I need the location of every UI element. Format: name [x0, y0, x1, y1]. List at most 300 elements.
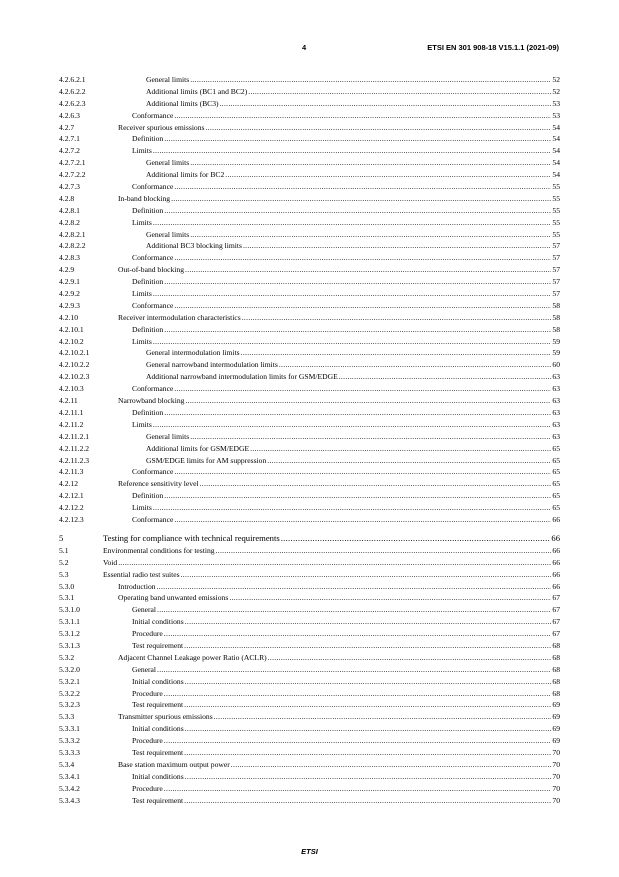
- toc-entry-page: 69: [552, 736, 560, 746]
- toc-entry-number: 4.2.7.1: [59, 134, 80, 144]
- toc-entry-title: Additional BC3 blocking limits: [146, 241, 242, 251]
- toc-dot-leader: [164, 324, 551, 336]
- toc-entry[interactable]: [59, 133, 560, 145]
- toc-entry-number: 4.2.9.1: [59, 277, 80, 287]
- toc-dot-leader: [164, 276, 551, 288]
- toc-entry-number: 5.3.1.1: [59, 617, 80, 627]
- toc-dot-leader: [225, 169, 551, 181]
- toc-dot-leader: [190, 74, 551, 86]
- toc-entry-title: Environmental conditions for testing: [103, 545, 215, 555]
- toc-entry-title: Definition: [132, 491, 164, 501]
- toc-dot-leader: [153, 217, 552, 229]
- toc-entry-page: 69: [552, 712, 560, 722]
- toc-dot-leader: [185, 723, 552, 735]
- toc-entry-number: 4.2.6.2.3: [59, 98, 86, 108]
- toc-entry-number: 4.2.10: [59, 312, 78, 322]
- toc-entry[interactable]: [59, 74, 560, 86]
- toc-entry[interactable]: [59, 300, 560, 312]
- toc-entry[interactable]: [59, 490, 560, 502]
- toc-dot-leader: [153, 288, 552, 300]
- toc-entry[interactable]: [59, 431, 560, 443]
- toc-dot-leader: [220, 98, 552, 110]
- toc-entry[interactable]: [59, 264, 560, 276]
- toc-entry-number: 5: [59, 532, 64, 543]
- toc-entry-title: Procedure: [132, 688, 163, 698]
- toc-entry-title: Additional narrowband intermodulation limits for GSM/EDGE: [146, 372, 338, 382]
- toc-entry-page: 55: [552, 193, 560, 203]
- toc-dot-leader: [184, 747, 551, 759]
- toc-dot-leader: [185, 676, 552, 688]
- toc-entry-title: Initial conditions: [132, 617, 184, 627]
- toc-entry-page: 52: [552, 75, 560, 84]
- toc-entry[interactable]: [59, 795, 560, 807]
- toc-dot-leader: [174, 514, 551, 526]
- toc-entry-number: 4.2.11.1: [59, 407, 84, 417]
- toc-entry-page: 70: [552, 747, 560, 757]
- toc-entry-number: 4.2.12.1: [59, 491, 84, 501]
- toc-entry-title: Definition: [132, 205, 164, 215]
- toc-dot-leader: [181, 569, 552, 581]
- toc-entry-title: Receiver intermodulation characteristics: [118, 312, 241, 322]
- toc-dot-leader: [185, 264, 551, 276]
- toc-entry-title: Additional limits (BC1 and BC2): [146, 86, 248, 96]
- toc-entry-title: General limits: [146, 75, 190, 84]
- toc-entry-number: 5.3.4.3: [59, 795, 80, 805]
- toc-entry-page: 53: [552, 110, 560, 120]
- toc-entry-number: 4.2.6.3: [59, 110, 80, 120]
- toc-entry-title: Introduction: [118, 581, 156, 591]
- toc-entry[interactable]: [59, 205, 560, 217]
- toc-entry-title: Procedure: [132, 736, 163, 746]
- toc-entry-page: 67: [552, 629, 560, 639]
- toc-entry-page: 65: [552, 503, 560, 513]
- toc-entry[interactable]: [59, 478, 560, 490]
- toc-dot-leader: [250, 443, 551, 455]
- toc-entry-number: 4.2.8: [59, 193, 75, 203]
- toc-entry-page: 65: [552, 467, 560, 477]
- toc-entry-number: 4.2.8.2.2: [59, 241, 86, 251]
- toc-entry-page: 63: [552, 407, 560, 417]
- toc-entry-page: 68: [552, 688, 560, 698]
- toc-entry-title: Out-of-band blocking: [118, 265, 185, 275]
- toc-dot-leader: [184, 640, 551, 652]
- toc-entry-number: 5.3.3.2: [59, 736, 80, 746]
- toc-entry[interactable]: [59, 652, 560, 664]
- toc-entry[interactable]: [59, 569, 560, 581]
- toc-entry-number: 5.3.2.2: [59, 688, 80, 698]
- toc-entry-title: Conformance: [132, 467, 174, 477]
- toc-entry-title: Limits: [132, 336, 152, 346]
- toc-dot-leader: [174, 383, 551, 395]
- toc-entry-title: Reference sensitivity level: [118, 479, 199, 489]
- toc-dot-leader: [185, 616, 552, 628]
- toc-entry[interactable]: [59, 371, 560, 383]
- toc-entry-page: 63: [552, 419, 560, 429]
- toc-entry-title: Narrowband blocking: [118, 396, 185, 406]
- footer-etsi-logo: ETSI: [301, 847, 318, 856]
- toc-entry-page: 68: [552, 652, 560, 662]
- toc-dot-leader: [171, 193, 551, 205]
- toc-entry-title: Operating band unwanted emissions: [118, 593, 229, 603]
- toc-entry-page: 68: [552, 664, 560, 674]
- toc-entry-title: Initial conditions: [132, 771, 184, 781]
- toc-entry-page: 69: [552, 700, 560, 710]
- toc-entry-title: Procedure: [132, 783, 163, 793]
- toc-dot-leader: [174, 181, 551, 193]
- toc-entry-number: 4.2.8.2.1: [59, 229, 86, 239]
- toc-entry-title: Conformance: [132, 384, 174, 394]
- toc-entry-page: 70: [552, 783, 560, 793]
- toc-entry[interactable]: [59, 110, 560, 122]
- toc-entry-title: General intermodulation limits: [146, 348, 240, 358]
- toc-dot-leader: [157, 604, 551, 616]
- toc-entry-title: Conformance: [132, 514, 174, 524]
- toc-entry-number: 4.2.7: [59, 122, 75, 132]
- toc-entry-number: 4.2.8.3: [59, 253, 80, 263]
- toc-entry-page: 63: [552, 396, 560, 406]
- toc-entry-page: 68: [552, 676, 560, 686]
- toc-entry-page: 66: [552, 545, 560, 555]
- toc-entry[interactable]: [59, 699, 560, 711]
- toc-entry-page: 70: [552, 759, 560, 769]
- toc-entry-title: Definition: [132, 134, 164, 144]
- toc-dot-leader: [339, 371, 552, 383]
- toc-entry-title: General: [132, 664, 157, 674]
- toc-entry-title: Test requirement: [132, 747, 184, 757]
- toc-entry[interactable]: [59, 193, 560, 205]
- toc-dot-leader: [268, 652, 552, 664]
- toc-entry-number: 5.3.2.1: [59, 676, 80, 686]
- toc-entry-page: 65: [552, 455, 560, 465]
- toc-entry-number: 5.1: [59, 545, 69, 555]
- toc-entry-title: Transmitter spurious emissions: [118, 712, 213, 722]
- toc-entry-number: 4.2.11.2: [59, 419, 84, 429]
- toc-dot-leader: [231, 759, 552, 771]
- toc-entry-page: 59: [552, 348, 560, 358]
- toc-entry-number: 5.3.2.3: [59, 700, 80, 710]
- toc-dot-leader: [174, 110, 551, 122]
- toc-entry[interactable]: [59, 604, 560, 616]
- toc-entry-number: 5.3.1.2: [59, 629, 80, 639]
- toc-entry-title: Conformance: [132, 253, 174, 263]
- toc-entry-title: Limits: [132, 146, 152, 156]
- toc-dot-leader: [281, 532, 551, 545]
- toc-dot-leader: [243, 240, 551, 252]
- toc-dot-leader: [164, 735, 552, 747]
- toc-entry-number: 4.2.7.3: [59, 182, 80, 192]
- toc-entry[interactable]: [59, 581, 560, 593]
- toc-entry-title: General limits: [146, 229, 190, 239]
- toc-entry-title: Additional limits for GSM/EDGE: [146, 443, 250, 453]
- toc-entry-page: 57: [552, 289, 560, 299]
- toc-entry-page: 63: [552, 372, 560, 382]
- toc-entry-number: 5.3.2: [59, 652, 75, 662]
- toc-entry-title: Conformance: [132, 110, 174, 120]
- toc-entry[interactable]: [59, 407, 560, 419]
- toc-entry-number: 5.3.3.3: [59, 747, 80, 757]
- toc-dot-leader: [164, 628, 552, 640]
- toc-entry-title: Base station maximum output power: [118, 759, 230, 769]
- toc-dot-leader: [164, 407, 551, 419]
- toc-entry[interactable]: [59, 395, 560, 407]
- toc-entry-number: 4.2.12: [59, 479, 78, 489]
- toc-entry-title: General narrowband intermodulation limits: [146, 360, 278, 370]
- toc-entry-page: 57: [552, 265, 560, 275]
- toc-entry-number: 4.2.11.2.2: [59, 443, 90, 453]
- toc-entry[interactable]: [59, 324, 560, 336]
- toc-entry-number: 5.3.4.2: [59, 783, 80, 793]
- toc-entry-number: 4.2.11: [59, 396, 78, 406]
- toc-dot-leader: [248, 86, 551, 98]
- toc-entry-title: Limits: [132, 503, 152, 513]
- toc-entry[interactable]: [59, 640, 560, 652]
- toc-entry-number: 5.3.4.1: [59, 771, 80, 781]
- toc-entry-number: 4.2.10.2.3: [59, 372, 90, 382]
- toc-entry-page: 55: [552, 217, 560, 227]
- toc-dot-leader: [216, 545, 552, 557]
- toc-entry-number: 5.3.1.0: [59, 605, 80, 615]
- toc-entry-title: Limits: [132, 289, 152, 299]
- toc-entry-page: 63: [552, 384, 560, 394]
- toc-entry[interactable]: [59, 455, 560, 467]
- toc-entry-title: Procedure: [132, 629, 163, 639]
- toc-entry-number: 4.2.8.1: [59, 205, 80, 215]
- toc-entry-number: 4.2.11.2.1: [59, 431, 90, 441]
- toc-entry-number: 5.3.2.0: [59, 664, 80, 674]
- toc-dot-leader: [279, 359, 552, 371]
- toc-entry-title: Test requirement: [132, 700, 184, 710]
- toc-entry-page: 69: [552, 724, 560, 734]
- toc-entry-page: 54: [552, 134, 560, 144]
- toc-entry[interactable]: [59, 735, 560, 747]
- toc-entry-title: Initial conditions: [132, 676, 184, 686]
- toc-entry-page: 66: [552, 557, 560, 567]
- toc-entry-number: 4.2.12.2: [59, 503, 84, 513]
- toc-dot-leader: [164, 490, 551, 502]
- toc-entry-number: 4.2.12.3: [59, 514, 84, 524]
- toc-dot-leader: [200, 478, 552, 490]
- toc-entry-page: 53: [552, 98, 560, 108]
- toc-entry-number: 4.2.6.2.1: [59, 75, 86, 84]
- toc-entry-number: 4.2.11.3: [59, 467, 84, 477]
- toc-entry-number: 4.2.7.2.1: [59, 158, 86, 168]
- toc-entry[interactable]: [59, 688, 560, 700]
- toc-entry[interactable]: [59, 723, 560, 735]
- toc-entry[interactable]: [59, 759, 560, 771]
- toc-entry-number: 4.2.9.3: [59, 300, 80, 310]
- toc-entry-number: 4.2.11.2.3: [59, 455, 90, 465]
- toc-entry[interactable]: [59, 664, 560, 676]
- toc-entry[interactable]: [59, 628, 560, 640]
- toc-entry-page: 59: [552, 336, 560, 346]
- toc-entry-title: In-band blocking: [118, 193, 171, 203]
- toc-entry-number: 5.3.1.3: [59, 640, 80, 650]
- page-number: 4: [302, 43, 307, 52]
- toc-entry-page: 57: [552, 253, 560, 263]
- toc-entry-title: Definition: [132, 277, 164, 287]
- toc-entry-page: 55: [552, 205, 560, 215]
- toc-entry[interactable]: [59, 288, 560, 300]
- toc-dot-leader: [190, 157, 551, 169]
- toc-dot-leader: [153, 419, 552, 431]
- toc-entry[interactable]: [59, 532, 560, 545]
- toc-entry-page: 70: [552, 795, 560, 805]
- toc-entry-number: 4.2.10.3: [59, 384, 84, 394]
- toc-entry-number: 4.2.10.1: [59, 324, 84, 334]
- toc-entry-title: Limits: [132, 217, 152, 227]
- toc-entry[interactable]: [59, 443, 560, 455]
- toc-entry-page: 66: [552, 514, 560, 524]
- toc-entry[interactable]: [59, 783, 560, 795]
- toc-entry-title: Void: [103, 557, 118, 567]
- toc-entry-title: Essential radio test suites: [103, 569, 180, 579]
- toc-dot-leader: [184, 699, 551, 711]
- toc-entry-page: 54: [552, 170, 560, 180]
- toc-entry-title: Additional limits for BC2: [146, 170, 225, 180]
- toc-entry-page: 66: [552, 569, 560, 579]
- toc-entry[interactable]: [59, 157, 560, 169]
- toc-entry-title: Initial conditions: [132, 724, 184, 734]
- toc-dot-leader: [174, 466, 551, 478]
- toc-entry-title: Conformance: [132, 300, 174, 310]
- toc-entry-number: 5.3.3: [59, 712, 75, 722]
- toc-entry[interactable]: [59, 711, 560, 723]
- toc-entry-title: Receiver spurious emissions: [118, 122, 205, 132]
- toc-entry[interactable]: [59, 545, 560, 557]
- toc-entry[interactable]: [59, 98, 560, 110]
- toc-entry[interactable]: [59, 240, 560, 252]
- toc-entry-page: 63: [552, 431, 560, 441]
- toc-dot-leader: [214, 711, 552, 723]
- toc-entry[interactable]: [59, 502, 560, 514]
- toc-dot-leader: [229, 592, 551, 604]
- toc-entry-title: General: [132, 605, 157, 615]
- toc-dot-leader: [242, 312, 552, 324]
- toc-entry-number: 4.2.9.2: [59, 289, 80, 299]
- toc-entry-page: 66: [552, 581, 560, 591]
- document-title: ETSI EN 301 908-18 V15.1.1 (2021-09): [427, 43, 559, 52]
- table-of-contents: [59, 74, 560, 806]
- toc-entry[interactable]: [59, 336, 560, 348]
- toc-entry[interactable]: [59, 676, 560, 688]
- toc-entry[interactable]: [59, 419, 560, 431]
- toc-entry-number: 4.2.10.2: [59, 336, 84, 346]
- toc-entry-title: Definition: [132, 407, 164, 417]
- toc-entry-title: Adjacent Channel Leakage power Ratio (ACLR): [118, 652, 267, 662]
- toc-entry[interactable]: [59, 122, 560, 134]
- toc-entry[interactable]: [59, 557, 560, 569]
- toc-entry-page: 70: [552, 771, 560, 781]
- toc-entry-number: 5.3.3.1: [59, 724, 80, 734]
- toc-entry-page: 57: [552, 277, 560, 287]
- toc-dot-leader: [157, 664, 551, 676]
- toc-entry-page: 57: [552, 241, 560, 251]
- toc-entry-number: 4.2.6.2.2: [59, 86, 86, 96]
- toc-entry-page: 68: [552, 640, 560, 650]
- toc-dot-leader: [184, 795, 551, 807]
- toc-dot-leader: [205, 122, 551, 134]
- toc-dot-leader: [118, 557, 551, 569]
- toc-entry-number: 4.2.8.2: [59, 217, 80, 227]
- toc-entry-title: Additional limits (BC3): [146, 98, 219, 108]
- toc-dot-leader: [185, 771, 552, 783]
- toc-dot-leader: [164, 783, 552, 795]
- toc-entry[interactable]: [59, 252, 560, 264]
- toc-entry[interactable]: [59, 466, 560, 478]
- toc-entry-title: GSM/EDGE limits for AM suppression: [146, 455, 267, 465]
- toc-entry[interactable]: [59, 347, 560, 359]
- toc-entry-number: 5.3.1: [59, 593, 75, 603]
- toc-entry-page: 60: [552, 360, 560, 370]
- toc-dot-leader: [164, 133, 551, 145]
- toc-entry-number: 4.2.10.2.2: [59, 360, 90, 370]
- toc-entry[interactable]: [59, 514, 560, 526]
- toc-entry-number: 4.2.7.2: [59, 146, 80, 156]
- toc-entry-title: Test requirement: [132, 640, 184, 650]
- toc-entry[interactable]: [59, 276, 560, 288]
- toc-entry-page: 54: [552, 146, 560, 156]
- toc-entry[interactable]: [59, 616, 560, 628]
- toc-entry-number: 5.3.4: [59, 759, 75, 769]
- toc-entry-page: 54: [552, 158, 560, 168]
- toc-dot-leader: [190, 431, 551, 443]
- toc-entry[interactable]: [59, 592, 560, 604]
- toc-entry-number: 5.3: [59, 569, 69, 579]
- toc-dot-leader: [164, 205, 551, 217]
- toc-entry-number: 5.3.0: [59, 581, 75, 591]
- toc-dot-leader: [185, 395, 551, 407]
- toc-entry[interactable]: [59, 169, 560, 181]
- toc-entry-page: 58: [552, 324, 560, 334]
- toc-entry[interactable]: [59, 747, 560, 759]
- toc-entry-title: General limits: [146, 431, 190, 441]
- toc-entry-page: 66: [551, 532, 560, 543]
- toc-entry-title: Definition: [132, 324, 164, 334]
- toc-entry-title: Testing for compliance with technical requirements: [103, 532, 280, 543]
- toc-entry[interactable]: [59, 359, 560, 371]
- toc-dot-leader: [153, 336, 552, 348]
- toc-entry-page: 67: [552, 593, 560, 603]
- toc-entry-page: 65: [552, 491, 560, 501]
- toc-entry-title: Conformance: [132, 182, 174, 192]
- toc-entry[interactable]: [59, 217, 560, 229]
- toc-entry[interactable]: [59, 86, 560, 98]
- toc-entry[interactable]: [59, 771, 560, 783]
- toc-entry[interactable]: [59, 312, 560, 324]
- toc-entry-number: 5.2: [59, 557, 69, 567]
- toc-entry[interactable]: [59, 181, 560, 193]
- toc-dot-leader: [153, 502, 552, 514]
- toc-entry-page: 52: [552, 86, 560, 96]
- toc-entry[interactable]: [59, 145, 560, 157]
- toc-dot-leader: [153, 145, 552, 157]
- toc-entry-number: 4.2.9: [59, 265, 75, 275]
- toc-dot-leader: [164, 688, 552, 700]
- toc-dot-leader: [174, 252, 551, 264]
- toc-dot-leader: [157, 581, 552, 593]
- toc-entry-page: 55: [552, 182, 560, 192]
- toc-entry-number: 4.2.10.2.1: [59, 348, 90, 358]
- toc-entry-page: 65: [552, 443, 560, 453]
- toc-entry-page: 67: [552, 605, 560, 615]
- toc-dot-leader: [190, 229, 551, 241]
- toc-dot-leader: [241, 347, 552, 359]
- toc-entry[interactable]: [59, 383, 560, 395]
- toc-entry-page: 67: [552, 617, 560, 627]
- toc-entry-page: 58: [552, 300, 560, 310]
- toc-entry[interactable]: [59, 229, 560, 241]
- toc-entry-title: Test requirement: [132, 795, 184, 805]
